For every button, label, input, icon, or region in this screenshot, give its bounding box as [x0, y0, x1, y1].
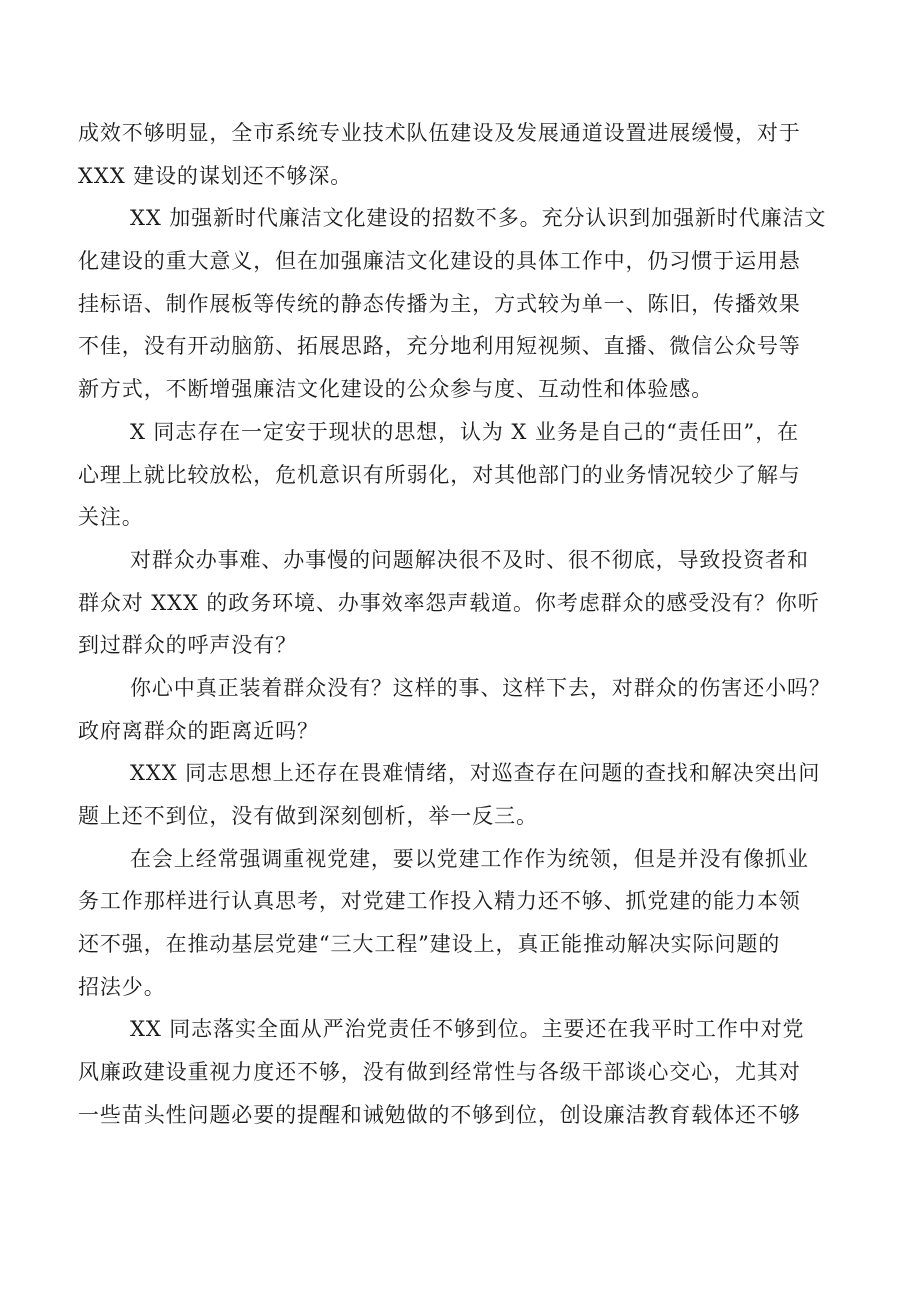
text-line: 关注。	[78, 505, 144, 530]
paragraph	[78, 752, 854, 837]
paragraph	[78, 539, 854, 667]
text-line: 不佳，没有开动脑筋、拓展思路，充分地利用短视频、直播、微信公众号等	[78, 334, 801, 359]
text-line: 挂标语、制作展板等传统的静态传播为主，方式较为单一、陈旧，传播效果	[78, 291, 801, 316]
text-line: 群众对 XXX 的政务环境、办事效率怨声载道。你考虑群众的感受没有？你听	[78, 590, 820, 615]
text-line: 还不强，在推动基层党建“三大工程”建设上，真正能推动解决实际问题的	[78, 932, 781, 957]
text-line: 到过群众的呼声没有？	[78, 633, 297, 658]
text-line: 题上还不到位，没有做到深刻刨析，举一反三。	[78, 804, 538, 828]
paragraph	[78, 667, 854, 752]
paragraph	[78, 112, 854, 197]
text-line: 务工作那样进行认真思考，对党建工作投入精力还不够、抓党建的能力本领	[78, 889, 801, 914]
text-line: 你心中真正装着群众没有？这样的事、这样下去，对群众的伤害还小吗？	[130, 675, 831, 700]
text-line: 政府离群众的距离近吗？	[78, 718, 319, 743]
text-line: 在会上经常强调重视党建，要以党建工作作为统领，但是并没有像抓业	[130, 846, 809, 871]
text-line: 风廉政建设重视力度还不够，没有做到经常性与各级干部谈心交心，尤其对	[78, 1060, 801, 1085]
paragraph	[78, 1008, 854, 1136]
paragraph	[78, 411, 854, 539]
text-line: 招法少。	[78, 974, 166, 999]
paragraph	[78, 197, 854, 410]
text-line: X 同志存在一定安于现状的思想，认为 X 业务是自己的“责任田”，在	[130, 419, 799, 444]
text-line: XX 加强新时代廉洁文化建设的招数不多。充分认识到加强新时代廉洁文	[130, 206, 827, 231]
text-line: 新方式，不断增强廉洁文化建设的公众参与度、互动性和体验感。	[78, 377, 714, 402]
text-line: 一些苗头性问题必要的提醒和诫勉做的不够到位，创设廉洁教育载体还不够	[78, 1102, 801, 1127]
text-line: XX 同志落实全面从严治党责任不够到位。主要还在我平时工作中对党	[130, 1017, 805, 1042]
paragraph	[78, 838, 854, 1009]
text-line: XXX 建设的谋划还不够深。	[78, 163, 353, 188]
text-line: 对群众办事难、办事慢的问题解决很不及时、很不彻底，导致投资者和	[130, 547, 809, 572]
text-line: XXX 同志思想上还存在畏难情绪，对巡查存在问题的查找和解决突出问	[130, 761, 821, 786]
text-line: 成效不够明显，全市系统专业技术队伍建设及发展通道设置进展缓慢，对于	[78, 121, 801, 145]
document-body	[78, 112, 854, 1137]
text-line: 化建设的重大意义，但在加强廉洁文化建设的具体工作中，仍习惯于运用悬	[78, 249, 801, 274]
text-line: 心理上就比较放松，危机意识有所弱化，对其他部门的业务情况较少了解与	[78, 462, 801, 487]
